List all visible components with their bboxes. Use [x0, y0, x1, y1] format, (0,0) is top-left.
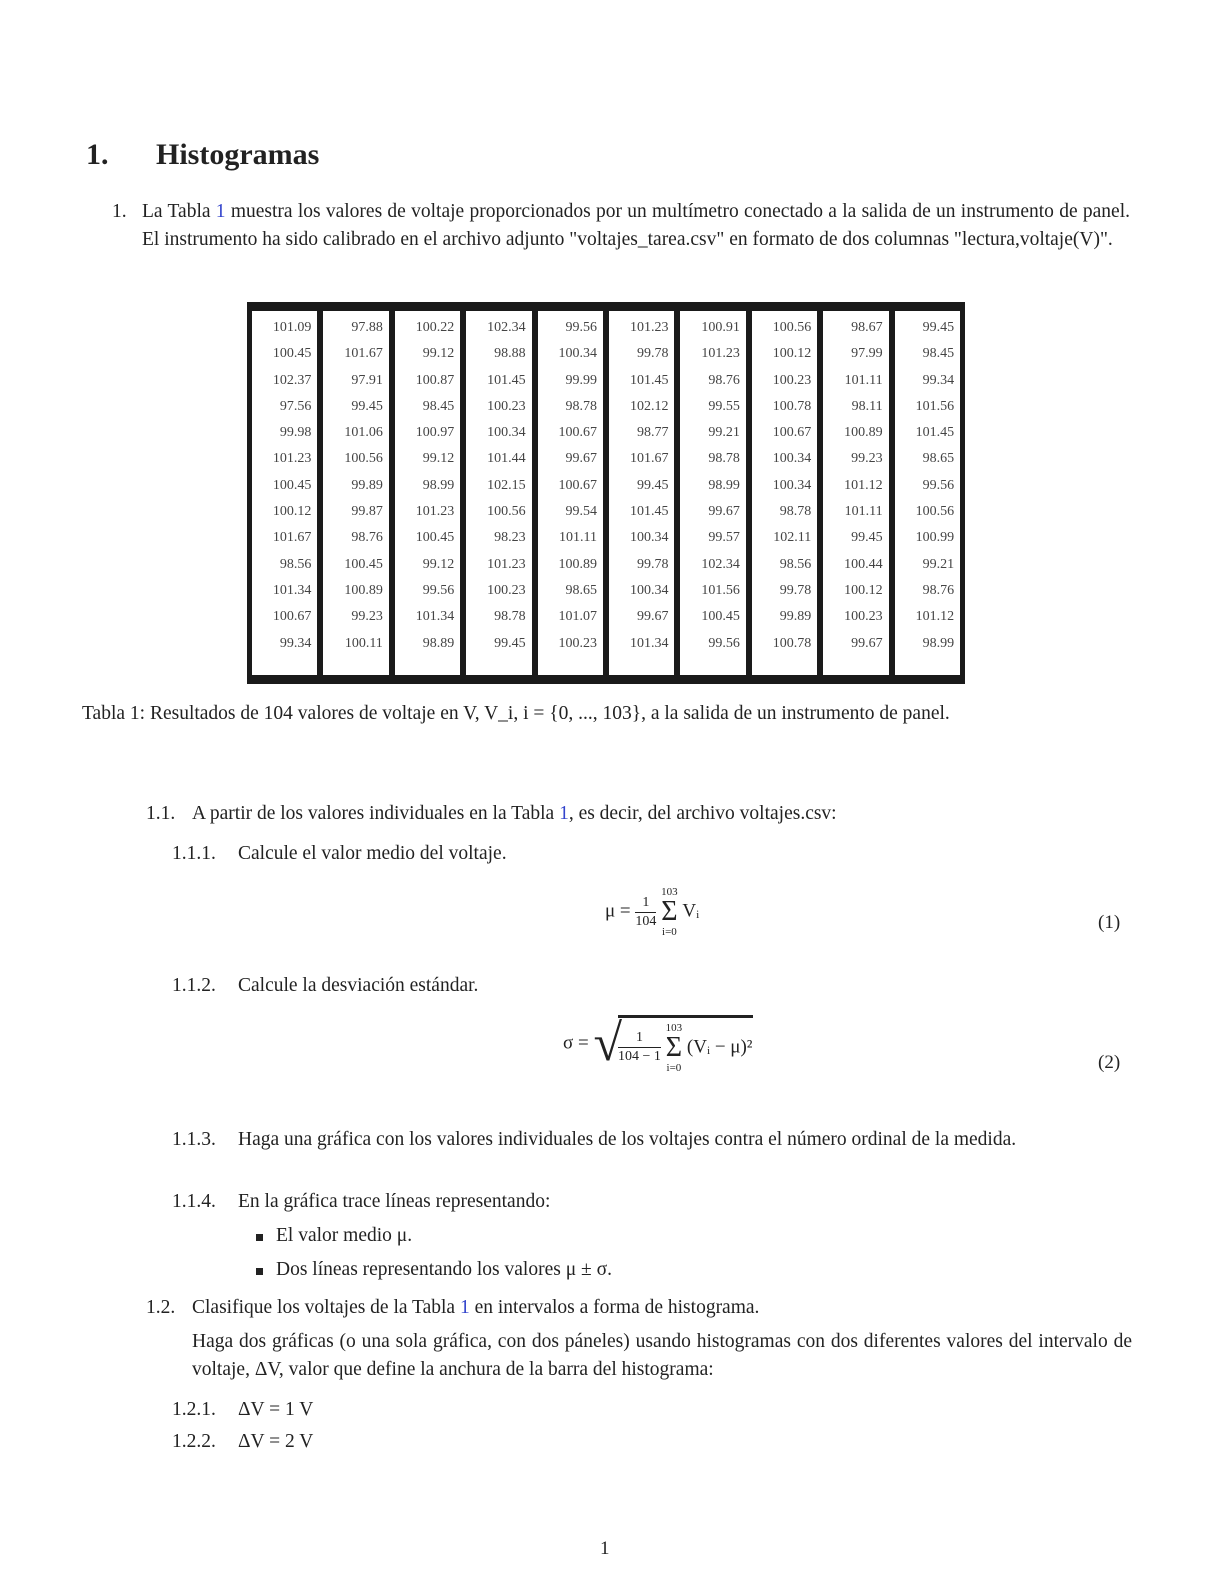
table-cell: 102.11	[773, 530, 812, 546]
table-cell: 100.89	[558, 556, 598, 572]
section-number: 1.	[86, 138, 109, 171]
item-1-1-2-text: Calcule la desviación estándar.	[238, 975, 479, 996]
bullet-icon	[256, 1234, 263, 1241]
table-cell: 100.23	[487, 582, 526, 598]
bullet-icon	[256, 1268, 263, 1275]
table-cell: 99.56	[922, 477, 955, 493]
table-cell: 98.65	[922, 451, 955, 467]
table-cell: 100.45	[272, 477, 312, 493]
table-ref-link[interactable]: 1	[459, 1297, 470, 1318]
table-cell: 99.12	[422, 346, 455, 362]
table-cell: 98.78	[565, 398, 598, 414]
table-cell: 101.23	[415, 504, 455, 520]
table-ref-link[interactable]: 1	[559, 803, 569, 824]
table-cell: 99.45	[851, 530, 883, 546]
table-cell: 100.56	[344, 451, 383, 467]
item-1-1-3-number: 1.1.3.	[172, 1129, 216, 1150]
bullet-item: Dos líneas representando los valores μ ± σ.	[276, 1259, 613, 1280]
table-cell: 98.78	[494, 609, 526, 625]
table-cell: 101.45	[487, 372, 526, 388]
table-cell: 101.67	[272, 530, 312, 546]
eq2-term: (Vᵢ − μ)²	[686, 1035, 753, 1057]
table-cell: 100.78	[772, 635, 812, 651]
table-cell: 100.11	[344, 635, 383, 651]
table-cell: 98.23	[494, 530, 526, 546]
table-cell: 98.89	[422, 635, 455, 651]
item-1-1-number: 1.1.	[146, 803, 176, 824]
voltage-table	[247, 302, 965, 684]
eq1-fraction	[635, 895, 656, 930]
table-cell: 98.76	[708, 372, 740, 388]
table-cell: 98.99	[708, 477, 740, 493]
table-cell: 98.76	[922, 582, 955, 598]
table-column	[823, 311, 894, 675]
item-1-2-text-b: en intervalos a forma de histograma.	[469, 1297, 760, 1318]
item-1-2-number: 1.2.	[146, 1297, 176, 1318]
table-cell: 98.56	[779, 556, 812, 572]
table-cell: 97.99	[851, 346, 883, 362]
table-cell: 101.11	[844, 372, 883, 388]
item-1-2-1-text: ΔV = 1 V	[238, 1399, 314, 1420]
intro-number: 1.	[112, 201, 127, 222]
table-cell: 99.21	[708, 425, 740, 441]
equation-number-2: (2)	[1098, 1052, 1121, 1073]
eq2-fraction	[618, 1030, 661, 1065]
item-1-1-text-a: A partir de los valores individuales en la Tabla	[192, 803, 560, 824]
table-cell: 101.23	[272, 451, 312, 467]
table-cell: 99.21	[922, 556, 955, 572]
table-cell: 98.45	[422, 398, 455, 414]
table-column	[680, 311, 751, 675]
table-cell: 98.65	[565, 582, 598, 598]
item-1-1-1-number: 1.1.1.	[172, 843, 216, 864]
table-cell: 101.23	[629, 320, 669, 335]
table-cell: 100.12	[844, 582, 883, 598]
table-cell: 99.89	[779, 609, 812, 625]
table-cell: 98.76	[351, 530, 383, 546]
table-cell: 100.34	[772, 477, 812, 493]
item-1-2-2-text: ΔV = 2 V	[238, 1431, 314, 1452]
table-cell: 101.34	[415, 609, 455, 625]
item-1-2-text-a: Clasifique los voltajes de la Tabla	[192, 1297, 460, 1318]
table-cell: 100.23	[487, 398, 526, 414]
equation-number-1: (1)	[1098, 912, 1121, 933]
intro-text-rest: muestra los valores de voltaje proporcionados por un multímetro conectado a la salida de un instrumento de panel. El instrumento ha sido calibrado en el archivo adjunto "voltajes_tarea.csv" en formato de dos columnas "lectura,voltaje(V)".	[142, 201, 1130, 250]
table-cell: 98.45	[922, 346, 955, 362]
table-cell: 102.37	[272, 372, 312, 388]
table-cell: 100.89	[844, 425, 883, 441]
table-cell: 100.23	[558, 635, 598, 651]
eq2-sum: 103 Σ i=0	[665, 1021, 683, 1074]
item-1-1-text	[192, 800, 1132, 828]
table-column	[323, 311, 394, 675]
table-cell: 99.78	[636, 346, 669, 362]
page-number: 1	[600, 1538, 610, 1559]
table-cell: 100.87	[415, 372, 455, 388]
equation-std-dev	[563, 1014, 753, 1074]
table-cell: 101.07	[558, 609, 598, 625]
table-cell: 100.67	[772, 425, 812, 441]
eq1-frac-num: 1	[642, 894, 650, 910]
table-cell: 99.23	[851, 451, 883, 467]
table-cell: 100.12	[772, 346, 812, 362]
table-cell: 101.45	[629, 504, 669, 520]
table-cell: 99.56	[565, 320, 598, 335]
table-cell: 98.78	[708, 451, 740, 467]
table-cell: 99.12	[422, 451, 455, 467]
table-cell: 99.56	[422, 582, 455, 598]
table-cell: 100.22	[415, 320, 455, 335]
table-cell: 99.45	[351, 398, 383, 414]
item-1-1-2-number: 1.1.2.	[172, 975, 216, 996]
item-1-1-text-b: , es decir, del archivo voltajes.csv:	[568, 803, 837, 824]
table-cell: 101.56	[701, 582, 740, 598]
table-cell: 99.87	[351, 504, 383, 520]
table-column	[895, 311, 960, 675]
table-cell: 100.56	[772, 320, 812, 335]
table-cell: 100.56	[487, 504, 526, 520]
table-cell: 101.23	[701, 346, 740, 362]
eq1-frac-den: 104	[635, 913, 657, 929]
section-title: Histogramas	[156, 138, 320, 171]
table-cell: 98.99	[422, 477, 455, 493]
table-cell: 98.77	[636, 425, 669, 441]
table-cell: 98.67	[851, 320, 883, 335]
table-cell: 100.56	[915, 504, 955, 520]
table-cell: 98.88	[494, 346, 526, 362]
table-cell: 99.12	[422, 556, 455, 572]
table-cell: 99.45	[922, 320, 955, 335]
table-cell: 99.23	[351, 609, 383, 625]
table-cell: 100.97	[415, 425, 455, 441]
table-cell: 100.67	[272, 609, 312, 625]
table-cell: 102.34	[487, 320, 526, 335]
table-column	[466, 311, 537, 675]
table-column	[609, 311, 680, 675]
table-cell: 98.99	[922, 635, 955, 651]
table-cell: 101.09	[272, 320, 312, 335]
eq2-frac-den: 104 − 1	[618, 1049, 661, 1064]
table-cell: 99.56	[708, 635, 740, 651]
table-cell: 99.67	[636, 609, 669, 625]
table-cell: 99.34	[279, 635, 312, 651]
table-cell: 101.56	[915, 398, 955, 414]
item-1-2-2-number: 1.2.2.	[172, 1431, 216, 1452]
eq2-sum-bottom: i=0	[666, 1061, 682, 1074]
item-1-1-1-text: Calcule el valor medio del voltaje.	[238, 843, 507, 864]
table-cell: 100.34	[629, 530, 669, 546]
section-heading	[86, 138, 319, 172]
table-cell: 102.15	[487, 477, 526, 493]
table-cell: 100.34	[772, 451, 812, 467]
item-1-2-continuation: Haga dos gráficas (o una sola gráfica, con dos páneles) usando histogramas con dos diferentes valores del intervalo de voltaje, ΔV, valor que define la anchura de la barra del histograma:	[192, 1331, 1132, 1380]
table-cell: 99.67	[708, 504, 740, 520]
table-column	[395, 311, 466, 675]
eq2-frac-num: 1	[635, 1030, 643, 1045]
eq1-term: Vᵢ	[682, 900, 700, 922]
table-cell: 100.45	[415, 530, 455, 546]
table-cell: 101.34	[272, 582, 312, 598]
table-cell: 101.67	[629, 451, 669, 467]
eq1-sum-bottom: i=0	[662, 926, 677, 938]
eq1-sum-top: 103	[661, 886, 678, 898]
table-cell: 101.11	[844, 504, 883, 520]
table-cell: 101.23	[487, 556, 526, 572]
table-cell: 99.98	[279, 425, 312, 441]
table-cell: 101.45	[629, 372, 669, 388]
table-cell: 100.45	[344, 556, 383, 572]
table-cell: 100.67	[558, 425, 598, 441]
table-cell: 99.55	[708, 398, 740, 414]
table-cell: 98.11	[851, 398, 883, 414]
table-cell: 101.06	[344, 425, 383, 441]
table-cell: 97.56	[279, 398, 312, 414]
table-cell: 99.34	[922, 372, 955, 388]
table-cell: 99.67	[565, 451, 598, 467]
bullet-item: El valor medio μ.	[276, 1225, 413, 1246]
table-cell: 100.91	[701, 320, 740, 335]
intro-paragraph	[142, 198, 1130, 254]
table-cell: 102.34	[701, 556, 740, 572]
table-cell: 98.78	[779, 504, 812, 520]
eq2-sum-top: 103	[665, 1021, 683, 1034]
table-ref-link[interactable]: 1	[215, 201, 226, 222]
table-cell: 102.12	[629, 398, 669, 414]
intro-text: La Tabla	[142, 201, 216, 222]
table-column	[538, 311, 609, 675]
eq1-lhs: μ =	[605, 900, 631, 922]
table-cell: 100.34	[629, 582, 669, 598]
table-cell: 100.23	[844, 609, 883, 625]
eq2-lhs: σ =	[563, 1032, 589, 1054]
table-cell: 101.44	[487, 451, 526, 467]
table-cell: 100.45	[272, 346, 312, 362]
sqrt-sign: √	[593, 1015, 623, 1072]
table-cell: 99.78	[779, 582, 812, 598]
table-cell: 100.99	[915, 530, 955, 546]
item-1-1-4-number: 1.1.4.	[172, 1191, 216, 1212]
table-cell: 100.34	[487, 425, 526, 441]
table-cell: 101.11	[559, 530, 598, 546]
item-1-2-text	[192, 1294, 1132, 1322]
equation-mean	[605, 886, 699, 938]
table-column	[252, 311, 323, 675]
table-cell: 100.23	[772, 372, 812, 388]
item-1-2-1-number: 1.2.1.	[172, 1399, 216, 1420]
table-cell: 99.89	[351, 477, 383, 493]
item-1-1-4-text: En la gráfica trace líneas representando:	[238, 1191, 551, 1212]
table-cell: 99.57	[708, 530, 740, 546]
table-cell: 101.12	[844, 477, 883, 493]
table-cell: 97.91	[351, 372, 383, 388]
table-cell: 100.89	[344, 582, 383, 598]
table-cell: 99.54	[565, 504, 598, 520]
table-cell: 101.34	[629, 635, 669, 651]
item-1-1-3-text: Haga una gráfica con los valores individuales de los voltajes contra el número ordinal de la medida.	[238, 1129, 1017, 1150]
table-cell: 99.45	[636, 477, 669, 493]
table-cell: 98.56	[279, 556, 312, 572]
table-cell: 100.67	[558, 477, 598, 493]
table-cell: 101.12	[915, 609, 955, 625]
table-cell: 100.45	[701, 609, 740, 625]
table-cell: 97.88	[351, 320, 383, 335]
table-cell: 101.67	[344, 346, 383, 362]
table-cell: 100.34	[558, 346, 598, 362]
table-cell: 101.45	[915, 425, 955, 441]
table-cell: 100.12	[272, 504, 312, 520]
eq1-sum: 103 Σ i=0	[661, 886, 678, 938]
table-caption: Tabla 1: Resultados de 104 valores de voltaje en V, V_i, i = {0, ..., 103}, a la salida de un instrumento de panel.	[82, 703, 950, 724]
sqrt-radicand	[618, 1015, 753, 1074]
table-cell: 99.99	[565, 372, 598, 388]
table-cell: 100.78	[772, 398, 812, 414]
table-cell: 99.67	[851, 635, 883, 651]
table-cell: 99.78	[636, 556, 669, 572]
table-column	[752, 311, 823, 675]
table-cell: 100.44	[844, 556, 883, 572]
table-cell: 99.45	[494, 635, 526, 651]
